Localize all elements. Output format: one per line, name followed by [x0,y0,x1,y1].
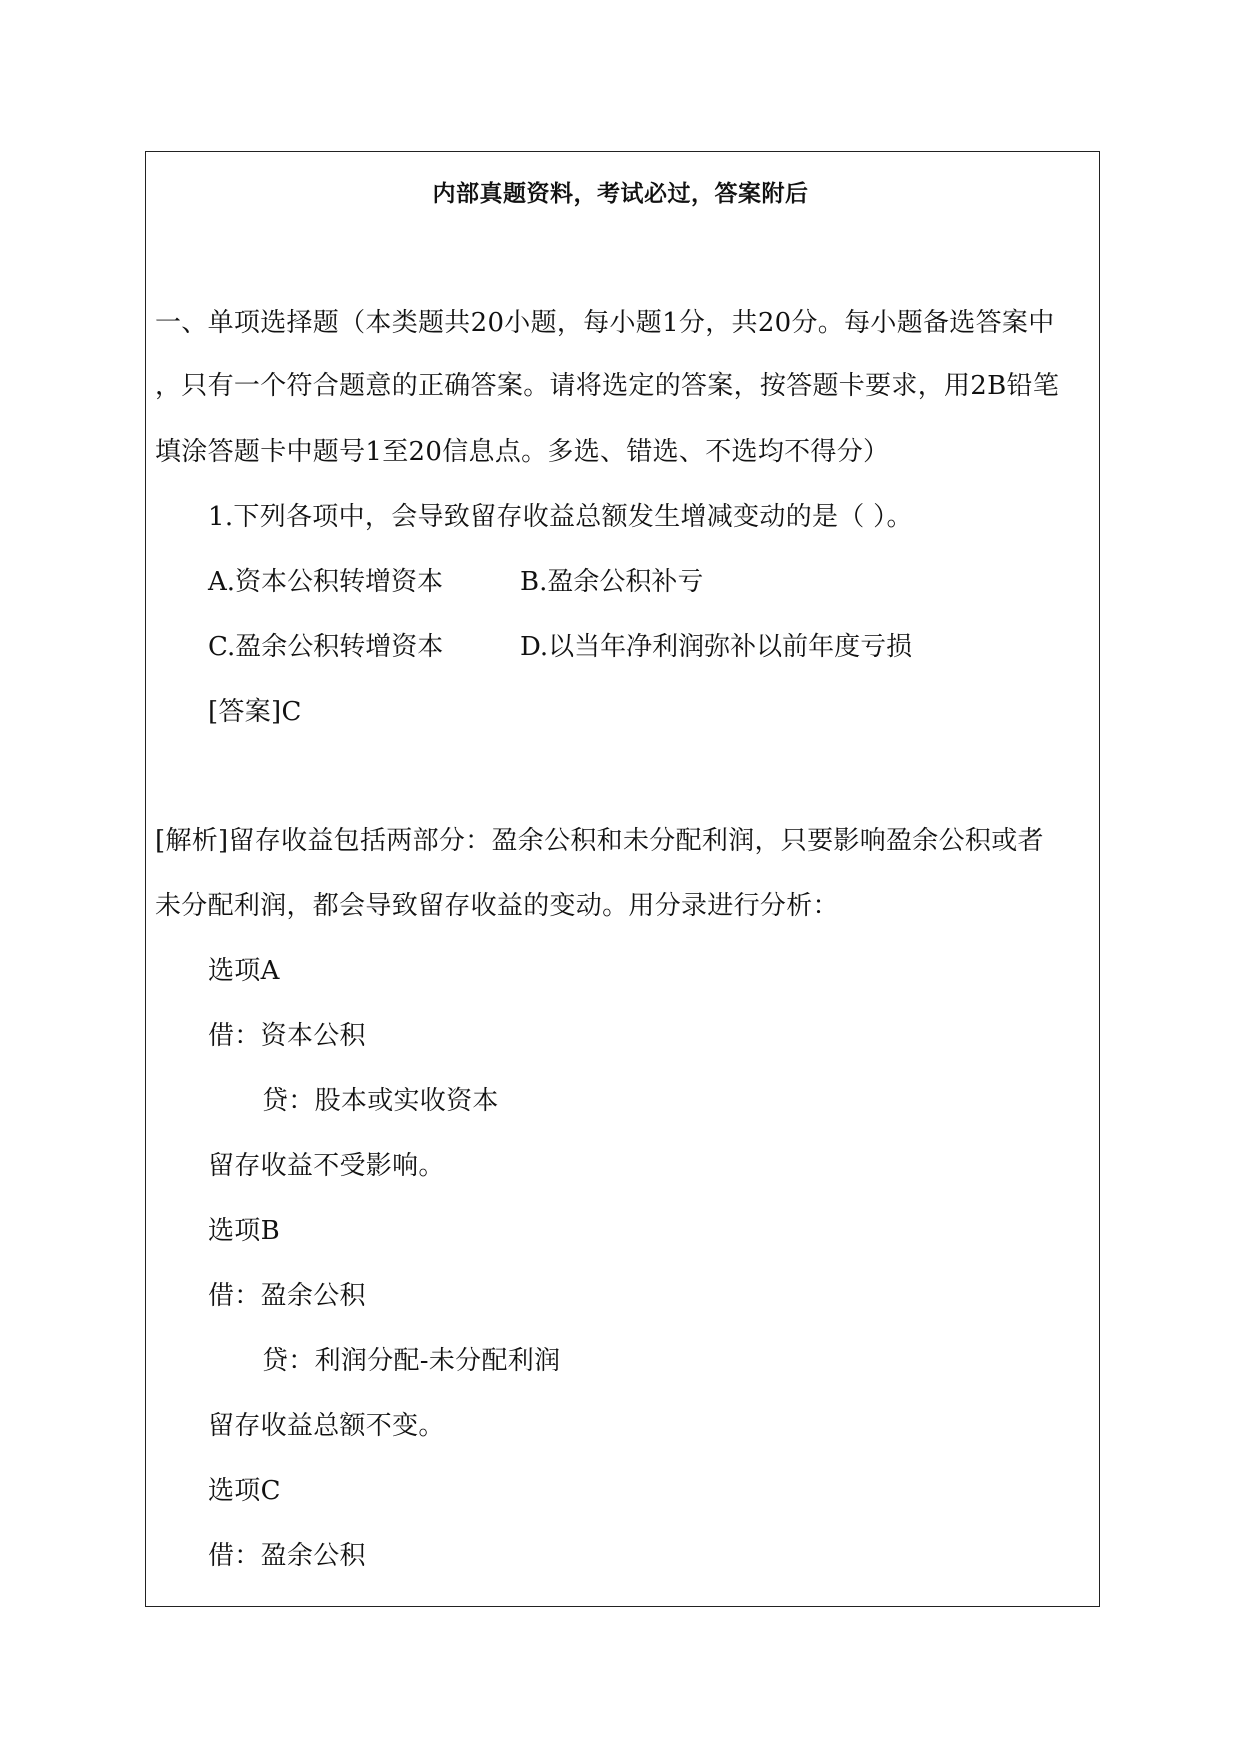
conclusion-a: 留存收益不受影响。 [208,1151,445,1181]
entry-debit-c: 借：盈余公积 [208,1541,366,1571]
option-c: C.盈余公积转增资本 [208,632,444,662]
analysis-line-1: [解析]留存收益包括两部分：盈余公积和未分配利润，只要影响盈余公积或者 [155,826,1044,856]
entry-credit-b: 贷：利润分配-未分配利润 [262,1346,561,1376]
option-a: A.资本公积转增资本 [208,567,444,597]
question-stem: 1.下列各项中，会导致留存收益总额发生增减变动的是（ ）。 [208,502,913,532]
option-b-heading: 选项B [208,1216,281,1246]
option-b: B.盈余公积补亏 [520,567,704,597]
option-c-heading: 选项C [208,1476,281,1506]
entry-debit-a: 借：资本公积 [208,1021,366,1051]
entry-credit-a: 贷：股本或实收资本 [262,1086,499,1116]
conclusion-b: 留存收益总额不变。 [208,1411,445,1441]
option-a-heading: 选项A [208,956,280,986]
option-d: D.以当年净利润弥补以前年度亏损 [520,632,913,662]
answer-line: [答案]C [208,697,302,727]
page-title: 内部真题资料，考试必过，答案附后 [432,181,809,207]
entry-debit-b: 借：盈余公积 [208,1281,366,1311]
section-heading-line-2: ，只有一个符合题意的正确答案。请将选定的答案，按答题卡要求，用2B铅笔 [155,371,1060,401]
analysis-line-2: 未分配利润，都会导致留存收益的变动。用分录进行分析： [155,891,839,921]
section-heading-line-1: 一、单项选择题（本类题共20小题，每小题1分，共20分。每小题备选答案中 [155,308,1055,338]
section-heading-line-3: 填涂答题卡中题号1至20信息点。多选、错选、不选均不得分） [155,437,890,467]
